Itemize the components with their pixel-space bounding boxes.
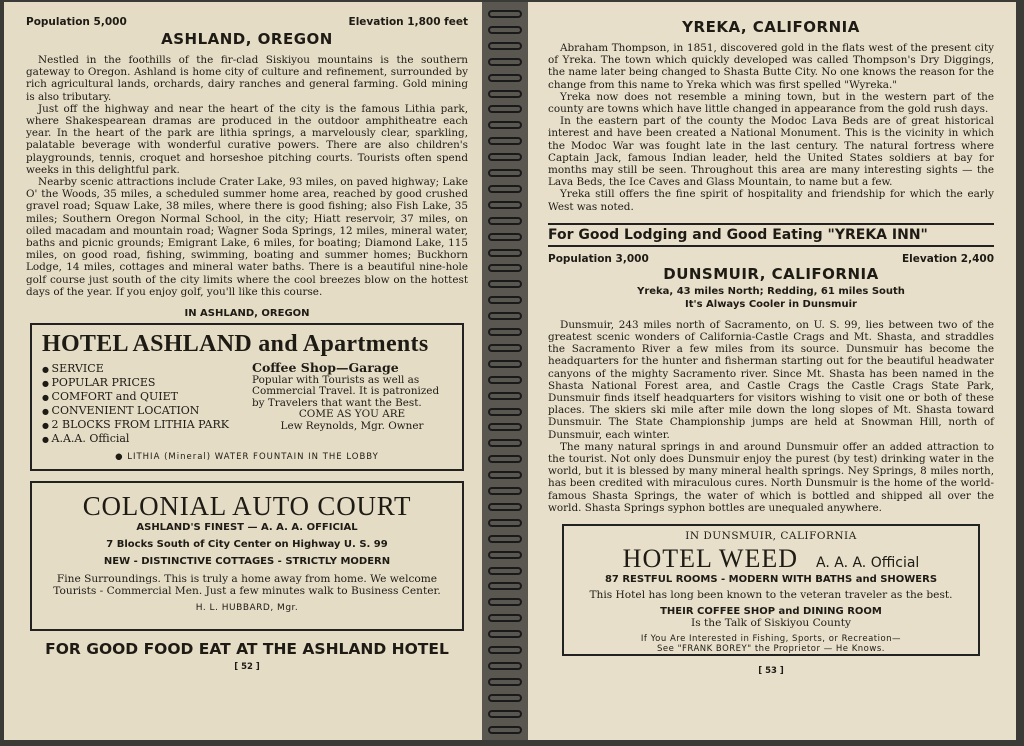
binding-ring bbox=[488, 614, 522, 622]
slogan: COME AS YOU ARE bbox=[298, 408, 406, 421]
page-number-left: [ 52 ] bbox=[234, 662, 260, 673]
binding-ring bbox=[488, 487, 522, 495]
ashland-header bbox=[26, 16, 468, 28]
binding-ring bbox=[488, 249, 522, 257]
colonial-manager: H. L. HUBBARD, Mgr. bbox=[195, 603, 299, 614]
hotel-weed-rooms: 87 RESTFUL ROOMS - MODERN WITH BATHS and SHOWERS bbox=[604, 574, 938, 586]
binding-ring bbox=[488, 121, 522, 129]
hotel-weed-proprietor: See "FRANK BOREY" the Proprietor — He Knows. bbox=[657, 644, 885, 655]
binding-ring bbox=[488, 42, 522, 50]
binding-ring bbox=[488, 662, 522, 670]
colonial-line2: 7 Blocks South of City Center on Highway U. S. 99 bbox=[106, 539, 388, 551]
ashland-population: Population 5,000 bbox=[26, 16, 127, 28]
page-number-right: [ 53 ] bbox=[758, 666, 784, 677]
binding-ring bbox=[488, 726, 522, 734]
hotel-weed-location: IN DUNSMUIR, CALIFORNIA bbox=[685, 530, 857, 543]
left-page bbox=[4, 2, 482, 740]
dunsmuir-elevation: Elevation 2,400 bbox=[902, 252, 994, 265]
feature-item: ● A.A.A. Official bbox=[42, 432, 252, 446]
binding-ring bbox=[488, 169, 522, 177]
binding-ring bbox=[488, 312, 522, 320]
binding-ring bbox=[488, 10, 522, 18]
binding-ring bbox=[488, 233, 522, 241]
binding-ring bbox=[488, 423, 522, 431]
hotel-ashland-title: HOTEL ASHLAND and Apartments bbox=[42, 331, 429, 358]
colonial-line3: NEW - DISTINCTIVE COTTAGES - STRICTLY MODERN bbox=[103, 556, 391, 568]
ashland-elevation: Elevation 1,800 feet bbox=[348, 16, 468, 28]
binding-ring bbox=[488, 567, 522, 575]
colonial-line1: ASHLAND'S FINEST — A. A. A. OFFICIAL bbox=[136, 522, 358, 534]
binding-ring bbox=[488, 408, 522, 416]
binding-ring bbox=[488, 264, 522, 272]
binding-ring bbox=[488, 296, 522, 304]
colonial-title: COLONIAL AUTO COURT bbox=[82, 491, 412, 522]
binding-ring bbox=[488, 105, 522, 113]
binding-ring bbox=[488, 710, 522, 718]
hotel-ashland-features bbox=[42, 362, 252, 446]
spiral-binding bbox=[482, 2, 528, 740]
feature-item: ● SERVICE bbox=[42, 362, 252, 376]
hotel-weed-official: A. A. A. Official bbox=[816, 555, 920, 572]
binding-ring bbox=[488, 392, 522, 400]
binding-ring bbox=[488, 455, 522, 463]
ashland-paragraph: Nearby scenic attractions include Crater Lake, 93 miles, on paved highway; Lake O' the Woods, 35 miles, a scheduled summer home area, reached by good crushed gravel road; Squaw Lake, 38 miles, where there is good fishing; also Fish Lake, 35 miles; Southern Oregon Normal School, in the city; Hiatt reservoir, 37 miles, on oiled macadam and mountain road; Wagner Soda Springs, 12 miles, mineral water, baths and picnic grounds; Emigrant Lake, 6 miles, for boating; Diamond Lake, 115 miles, on good road, fishing, swimming, boating and summer homes; Buckhorn Lodge, 14 miles, cottages and mineral water baths. There is a beautiful nine-hole golf course just south of the city limits where the cool breezes blow on the hottest days of the year. If you enjoy golf, you'll like this course. bbox=[26, 176, 468, 298]
hotel-weed-recreation: If You Are Interested in Fishing, Sports, or Recreation— bbox=[640, 634, 902, 645]
feature-item: ● POPULAR PRICES bbox=[42, 376, 252, 390]
binding-ring bbox=[488, 519, 522, 527]
ashland-hotel-food-line: FOR GOOD FOOD EAT AT THE ASHLAND HOTEL bbox=[45, 640, 449, 659]
binding-ring bbox=[488, 201, 522, 209]
yreka-paragraph: In the eastern part of the county the Modoc Lava Beds are of great historical interest and have been created a National Monument. This is the vicinity in which the Modoc War was fought late in the last century. The natural fortress where Captain Jack, famous Indian leader, held the United States soldiers at bay for months may still be seen. Throughout this area are many interesting sights — the Lava Beds, the Ice Caves and Glass Mountain, to name but a few. bbox=[548, 115, 994, 189]
hotel-weed-coffee: THEIR COFFEE SHOP and DINING ROOM bbox=[660, 606, 882, 618]
binding-ring bbox=[488, 90, 522, 98]
binding-ring bbox=[488, 646, 522, 654]
binding-ring bbox=[488, 582, 522, 590]
hotel-weed-ad bbox=[562, 524, 980, 656]
binding-ring bbox=[488, 694, 522, 702]
feature-item: ● CONVENIENT LOCATION bbox=[42, 404, 252, 418]
binding-ring bbox=[488, 344, 522, 352]
dunsmuir-subtitle: Yreka, 43 miles North; Redding, 61 miles South bbox=[637, 285, 905, 297]
owner: Lew Reynolds, Mgr. Owner bbox=[280, 419, 424, 432]
binding-ring bbox=[488, 678, 522, 686]
yreka-title: YREKA, CALIFORNIA bbox=[682, 18, 860, 36]
coffee-shop-title: Coffee Shop—Garage bbox=[252, 360, 399, 376]
colonial-text: Fine Surroundings. This is truly a home away from home. We welcome Tourists - Commercial Men. Just a few minutes walk to Business Center. bbox=[53, 573, 441, 598]
binding-ring bbox=[488, 153, 522, 161]
binding-ring bbox=[488, 471, 522, 479]
binding-ring bbox=[488, 376, 522, 384]
yreka-paragraph: Abraham Thompson, in 1851, discovered gold in the flats west of the present city of Yreka. The town which quickly developed was called Thompson's Dry Diggings, the name later being changed to Shasta Butte City. No one knows the reason for the change from this name to Yreka which was first spelled "Wyreka." bbox=[548, 42, 994, 91]
ashland-paragraph: Just off the highway and near the heart of the city is the famous Lithia park, where Shakespearean dramas are produced in the outdoor amphitheatre each year. In the heart of the park are lithia springs, a marvelously clear, sparkling, palatable beverage with wonderful curative powers. There are also children's playgrounds, tennis, croquet and horseshoe pitching courts. Tourists often spend weeks in this delightful park. bbox=[26, 102, 468, 176]
binding-ring bbox=[488, 551, 522, 559]
binding-ring bbox=[488, 217, 522, 225]
binding-ring bbox=[488, 185, 522, 193]
dunsmuir-header bbox=[548, 253, 994, 265]
yreka-inn-banner: For Good Lodging and Good Eating "YREKA INN" bbox=[548, 223, 994, 247]
colonial-auto-court-ad bbox=[30, 481, 464, 631]
binding-ring bbox=[488, 630, 522, 638]
binding-ring bbox=[488, 137, 522, 145]
binding-ring bbox=[488, 598, 522, 606]
section-label: IN ASHLAND, OREGON bbox=[184, 308, 310, 320]
ashland-paragraph: Nestled in the foothills of the fir-clad Siskiyou mountains is the southern gateway to Oregon. Ashland is home city of culture and refinement, surrounded by rich agricultural lands, orchards, dairy ranches and general farming. Gold mining is also tributary. bbox=[26, 54, 468, 103]
hotel-weed-text: This Hotel has long been known to the veteran traveler as the best. bbox=[589, 589, 953, 602]
coffee-shop-block bbox=[252, 362, 452, 446]
binding-ring bbox=[488, 328, 522, 336]
binding-ring bbox=[488, 58, 522, 66]
binding-ring bbox=[488, 503, 522, 511]
binding-ring bbox=[488, 280, 522, 288]
binding-ring bbox=[488, 360, 522, 368]
yreka-paragraph: Yreka now does not resemble a mining town, but in the western part of the county are towns which have little changed in appearance from the gold rush days. bbox=[548, 90, 994, 116]
feature-item: ● 2 BLOCKS FROM LITHIA PARK bbox=[42, 418, 252, 432]
dunsmuir-title: DUNSMUIR, CALIFORNIA bbox=[663, 264, 879, 283]
binding-ring bbox=[488, 26, 522, 34]
dunsmuir-paragraph: The many natural springs in and around Dunsmuir offer an added attraction to the tourist. Not only does Dunsmuir enjoy the purest (by test) drinking water in the world, but it is blessed by many mineral health springs. Ney Springs, 8 miles north, has been credited with miraculous cures. North Dunsmuir is the home of the world-famous Shasta Springs, the water of which is bottled and shipped all over the world. Shasta Springs syphon bottles are unequaled anywhere. bbox=[548, 440, 994, 514]
binding-ring bbox=[488, 74, 522, 82]
lithia-footer: ● LITHIA (Mineral) WATER FOUNTAIN IN THE LOBBY bbox=[115, 452, 379, 463]
ashland-title: ASHLAND, OREGON bbox=[161, 30, 333, 48]
yreka-paragraph: Yreka still offers the fine spirit of hospitality and friendship for which the early West was noted. bbox=[548, 188, 994, 213]
feature-item: ● COMFORT and QUIET bbox=[42, 390, 252, 404]
hotel-ashland-ad bbox=[30, 323, 464, 471]
dunsmuir-tagline: It's Always Cooler in Dunsmuir bbox=[685, 298, 857, 310]
hotel-weed-title: HOTEL WEED bbox=[622, 544, 799, 574]
right-page bbox=[528, 2, 1016, 740]
binding-ring bbox=[488, 439, 522, 447]
hotel-weed-talk: Is the Talk of Siskiyou County bbox=[691, 617, 851, 630]
dunsmuir-paragraph: Dunsmuir, 243 miles north of Sacramento, on U. S. 99, lies between two of the greatest scenic wonders of California-Castle Crags and Mt. Shasta, and straddles the Sacramento River a few miles from its source. Dunsmuir has become the headquarters for the hunter and fisherman starting out for the beautiful headwater canyons of the mighty Sacramento river. Since Mt. Shasta has been named in the Shasta National Forest area, and Castle Crags the Castle Crags State Park, Dunsmuir finds itself headquarters for visitors wishing to visit one or both of these places. The skiers ski mile after mile down the long slopes of Mt. Shasta toward Dunsmuir. The State Championship jumps are held at Snowman Hill, north of Dunsmuir, each winter. bbox=[548, 318, 994, 441]
binding-ring bbox=[488, 535, 522, 543]
dunsmuir-population: Population 3,000 bbox=[548, 252, 649, 265]
coffee-shop-text: Popular with Tourists as well as Commercial Travel. It is patronized by Travelers that want the Best. bbox=[252, 373, 440, 409]
